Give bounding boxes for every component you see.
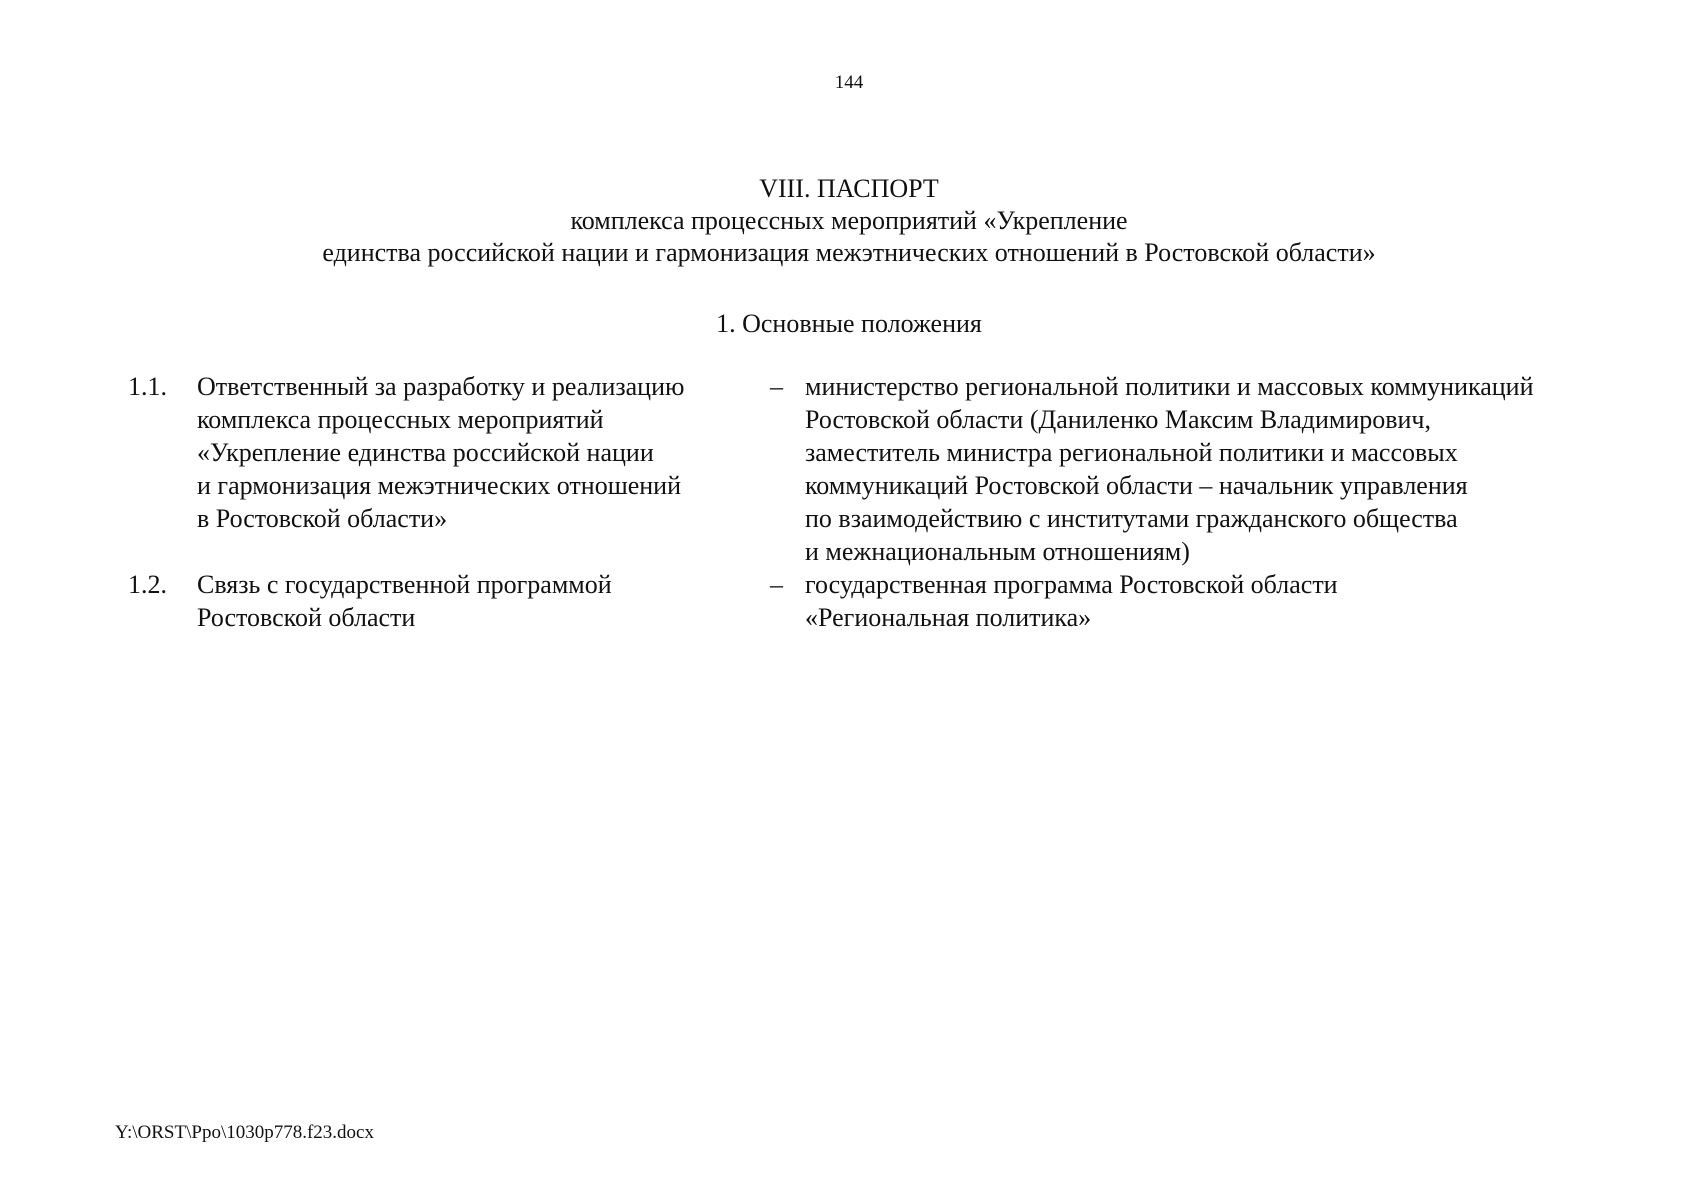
document-title	[0, 173, 1698, 269]
item-value-line: министерство региональной политики и массовых коммуникаций	[805, 372, 1534, 401]
item-value-line: заместитель министра региональной политики и массовых	[805, 438, 1458, 467]
item-label-line: «Укрепление единства российской нации	[197, 438, 654, 467]
item-value	[805, 370, 1625, 568]
title-line-3: единства российской нации и гармонизация межэтнических отношений в Ростовской области»	[322, 238, 1376, 267]
item-label-line: Связь с государственной программой	[197, 570, 612, 599]
item-number: 1.2.	[128, 570, 167, 599]
section-heading: 1. Основные положения	[716, 309, 982, 338]
item-label-line: в Ростовской области»	[197, 504, 448, 533]
item-value-line: коммуникаций Ростовской области – начальник управления	[805, 471, 1468, 500]
item-label-line: и гармонизация межэтнических отношений	[197, 471, 681, 500]
item-value-line: и межнациональным отношениям)	[805, 537, 1190, 566]
item-label-line: Ростовской области	[197, 603, 416, 632]
title-line-2: комплекса процессных мероприятий «Укрепление	[570, 206, 1128, 235]
item-value-line: «Региональная политика»	[805, 603, 1092, 632]
item-value	[805, 568, 1625, 634]
item-dash: –	[770, 570, 783, 599]
item-number: 1.1.	[128, 372, 167, 401]
provisions-list	[0, 370, 1698, 638]
item-label	[197, 568, 757, 634]
item-value-line: государственная программа Ростовской области	[805, 570, 1338, 599]
file-path-footer: Y:\ORST\Ppo\1030p778.f23.docx	[115, 1122, 374, 1143]
item-value-line: по взаимодействию с институтами гражданского общества	[805, 504, 1458, 533]
provision-item-1-1	[0, 370, 1698, 568]
item-value-line: Ростовской области (Даниленко Максим Владимирович,	[805, 405, 1432, 434]
provision-item-1-2	[0, 568, 1698, 638]
item-label-line: комплекса процессных мероприятий	[197, 405, 604, 434]
item-label	[197, 370, 757, 535]
item-dash: –	[770, 372, 783, 401]
page-number: 144	[834, 72, 864, 93]
title-line-1: VIII. ПАСПОРТ	[759, 174, 939, 203]
item-label-line: Ответственный за разработку и реализацию	[197, 372, 685, 401]
